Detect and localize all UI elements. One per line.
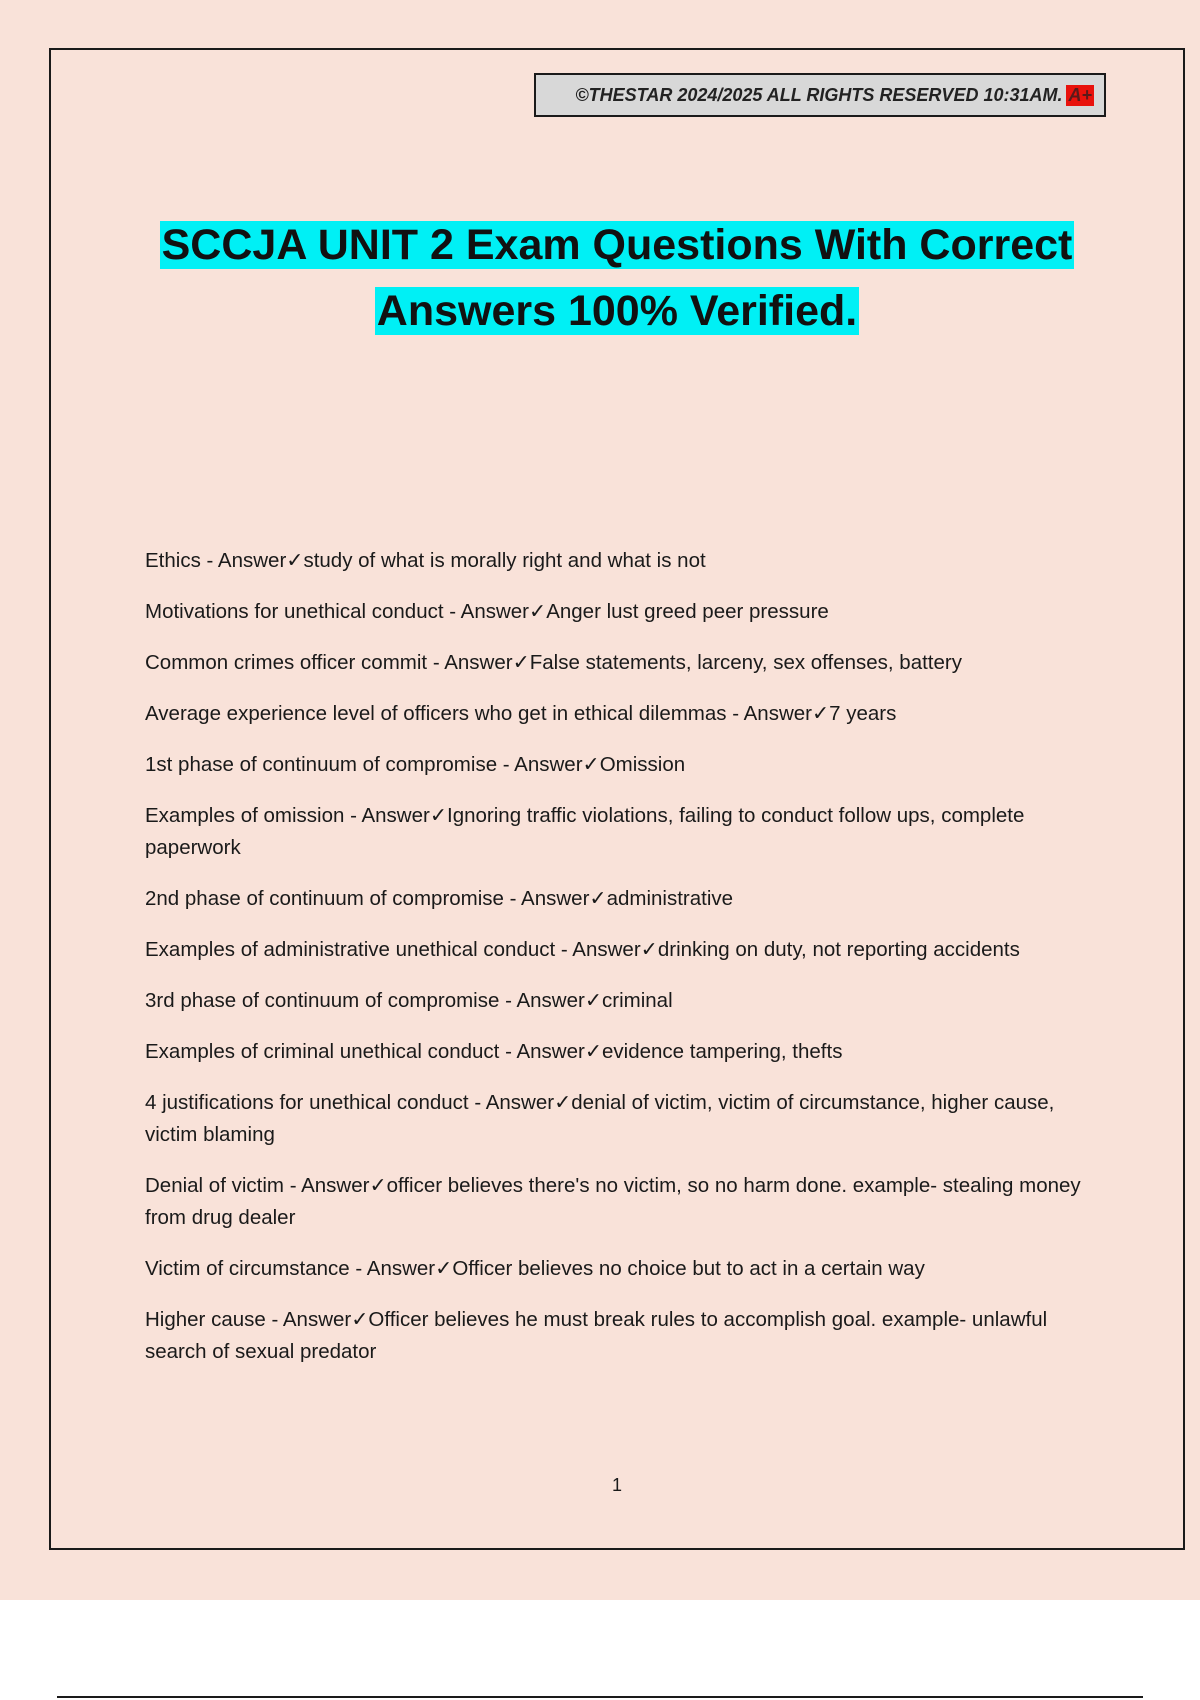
qa-question: Victim of circumstance (145, 1257, 350, 1280)
title-line-2: Answers 100% Verified. (376, 287, 858, 335)
copyright-text: ©THESTAR 2024/2025 ALL RIGHTS RESERVED 10:31AM. (575, 84, 1063, 105)
answer-separator: - Answer✓ (200, 549, 304, 572)
answer-separator: - Answer✓ (349, 1257, 453, 1280)
qa-question: Average experience level of officers who get in ethical dilemmas (145, 702, 727, 725)
qa-question: Motivations for unethical conduct (145, 600, 444, 623)
answer-separator: - Answer✓ (503, 887, 607, 910)
answer-separator: - Answer✓ (427, 651, 530, 674)
qa-answer: Officer believes he must break rules to accomplish goal. example- unlawful search of sexual predator (145, 1308, 1048, 1363)
qa-answer: Anger lust greed peer pressure (546, 600, 829, 623)
qa-item (145, 985, 1085, 1017)
qa-item (145, 1087, 1085, 1151)
qa-answer: Ignoring traffic violations, failing to conduct follow ups, complete paperwork (145, 804, 1025, 859)
document-title (0, 212, 1200, 344)
answer-separator: - Answer✓ (499, 1040, 602, 1063)
answer-separator: - Answer✓ (555, 938, 658, 961)
qa-item (145, 596, 1085, 628)
footer-divider (57, 1696, 1143, 1698)
qa-question: Higher cause (145, 1308, 266, 1331)
qa-question: 3rd phase of continuum of compromise (145, 989, 500, 1012)
qa-item (145, 1304, 1085, 1368)
qa-answer: False statements, larceny, sex offenses, battery (529, 651, 962, 674)
qa-answer: drinking on duty, not reporting accidents (657, 938, 1020, 961)
qa-item (145, 934, 1085, 966)
qa-answer: officer believes there's no victim, so no harm done. example- stealing money from drug dealer (145, 1174, 1081, 1229)
qa-item (145, 1036, 1085, 1068)
grade-badge: A+ (1068, 84, 1092, 105)
qa-list (145, 545, 1085, 1387)
answer-separator: - Answer✓ (499, 989, 603, 1012)
qa-item (145, 749, 1085, 781)
qa-question: 1st phase of continuum of compromise (145, 753, 498, 776)
qa-answer: evidence tampering, thefts (602, 1040, 843, 1063)
qa-question: 2nd phase of continuum of compromise (145, 887, 504, 910)
qa-item (145, 545, 1085, 577)
qa-answer: 7 years (829, 702, 897, 725)
qa-answer: Omission (599, 753, 686, 776)
qa-answer: Officer believes no choice but to act in a certain way (452, 1257, 925, 1280)
qa-question: Ethics (145, 549, 201, 572)
qa-item (145, 647, 1085, 679)
qa-item (145, 1253, 1085, 1285)
qa-question: Denial of victim (145, 1174, 284, 1197)
qa-answer: study of what is morally right and what is not (303, 549, 706, 572)
title-line-1: SCCJA UNIT 2 Exam Questions With Correct (161, 221, 1073, 269)
qa-question: Common crimes officer commit (145, 651, 428, 674)
answer-separator: - Answer✓ (265, 1308, 369, 1331)
answer-separator: - Answer✓ (284, 1174, 387, 1197)
qa-question: Examples of administrative unethical conduct (145, 938, 556, 961)
answer-separator: - Answer✓ (726, 702, 830, 725)
qa-answer: denial of victim, victim of circumstance, higher cause, victim blaming (145, 1091, 1055, 1146)
page-number: 1 (611, 1475, 622, 1495)
answer-separator: - Answer✓ (497, 753, 600, 776)
answer-separator: - Answer✓ (443, 600, 547, 623)
qa-item (145, 800, 1085, 864)
qa-item (145, 1170, 1085, 1234)
answer-separator: - Answer✓ (468, 1091, 572, 1114)
qa-question: Examples of criminal unethical conduct (145, 1040, 500, 1063)
copyright-header (534, 73, 1106, 117)
qa-question: 4 justifications for unethical conduct (145, 1091, 469, 1114)
qa-item (145, 698, 1085, 730)
qa-answer: administrative (606, 887, 734, 910)
qa-answer: criminal (602, 989, 673, 1012)
answer-separator: - Answer✓ (344, 804, 448, 827)
qa-question: Examples of omission (145, 804, 345, 827)
qa-item (145, 883, 1085, 915)
